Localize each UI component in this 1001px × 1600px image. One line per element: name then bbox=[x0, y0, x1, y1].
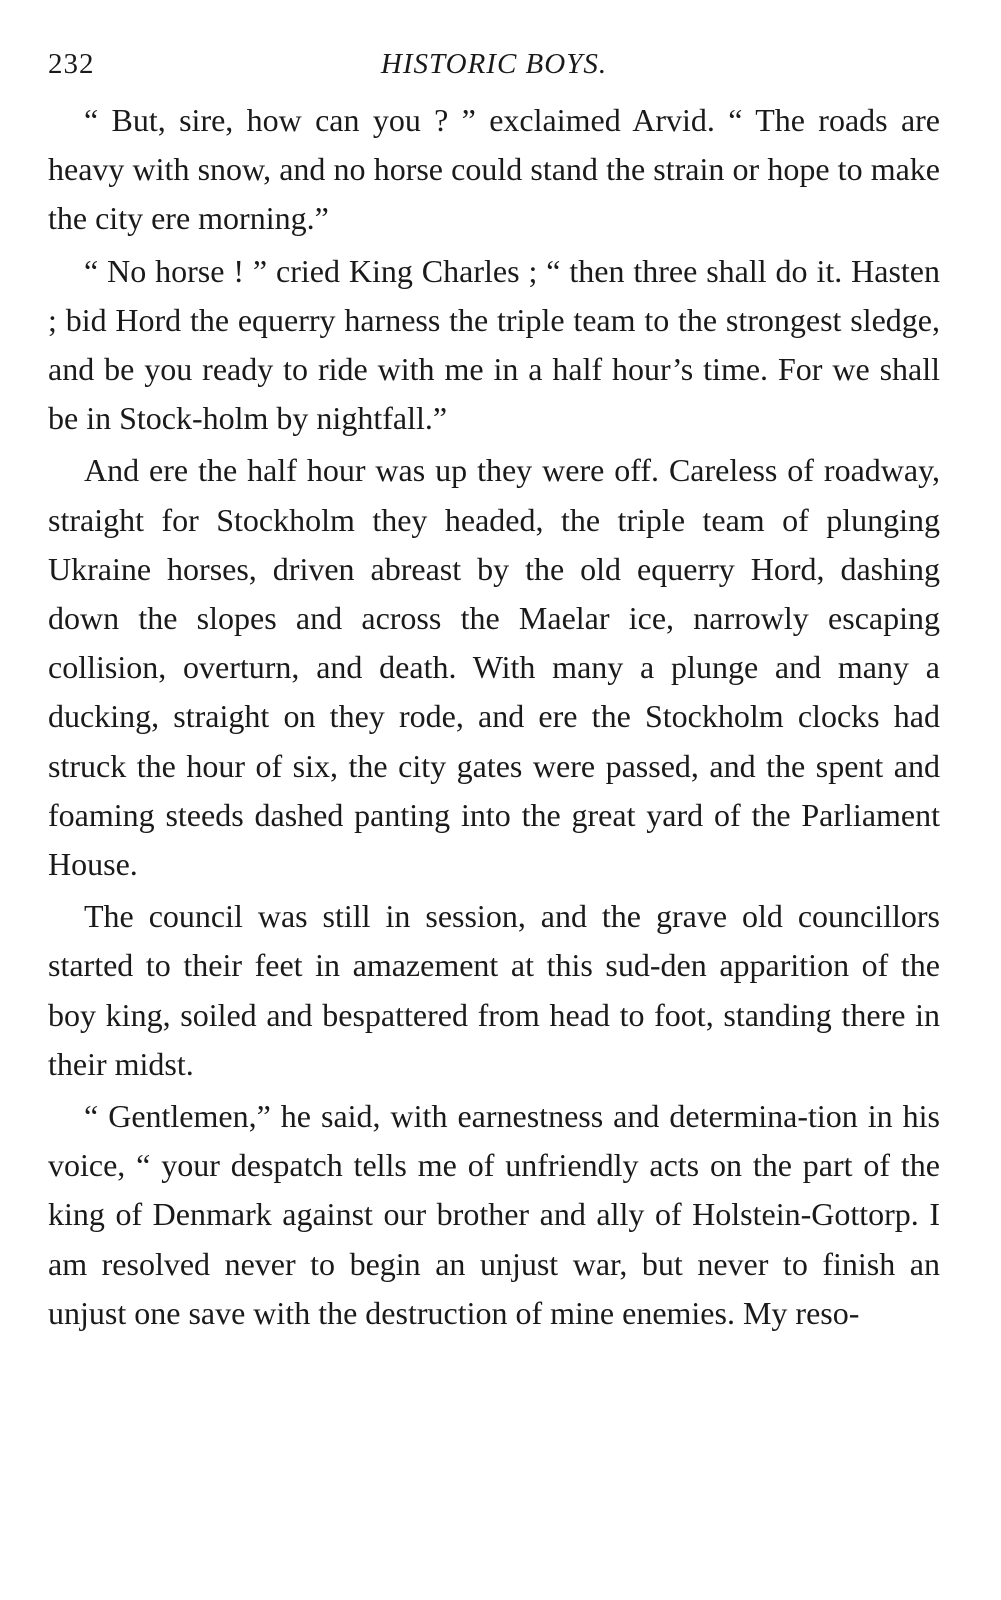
book-page bbox=[48, 40, 940, 1560]
paragraph: And ere the half hour was up they were off. Careless of roadway, straight for Stockholm they headed, the triple team of plunging Ukraine horses, driven abreast by the old equerry Hord, dashing down the slopes and across the Maelar ice, narrowly escaping collision, overturn, and death. With many a plunge and many a ducking, straight on they rode, and ere the Stockholm clocks had struck the hour of six, the city gates were passed, and the spent and foaming steeds dashed panting into the great yard of the Parliament House. bbox=[48, 452, 940, 883]
paragraph: “ No horse ! ” cried King Charles ; “ then three shall do it. Hasten ; bid Hord the equerry harness the triple team to the strongest sledge, and be you ready to ride with me in a half hour’s time. For we shall be in Stock-holm by nightfall.” bbox=[48, 252, 940, 437]
paragraph: The council was still in session, and the grave old councillors started to their feet in amazement at this sud-den apparition of the boy king, soiled and bespattered from head to foot, standing there in their midst. bbox=[48, 898, 940, 1082]
running-title: HISTORIC BOYS. bbox=[380, 48, 608, 80]
paragraph: “ Gentlemen,” he said, with earnestness and determina-tion in his voice, “ your despatch tells me of unfriendly acts on the part of the king of Denmark against our brother and ally of Holstein-Gottorp. I am resolved never to begin an unjust war, but never to finish an unjust one save with the destruction of mine enemies. My reso- bbox=[48, 1098, 940, 1331]
page-number: 232 bbox=[48, 48, 95, 80]
paragraph: “ But, sire, how can you ? ” exclaimed Arvid. “ The roads are heavy with snow, and no horse could stand the strain or hope to make the city ere morning.” bbox=[48, 102, 940, 237]
page-header bbox=[48, 40, 940, 96]
page-body bbox=[48, 96, 940, 1338]
